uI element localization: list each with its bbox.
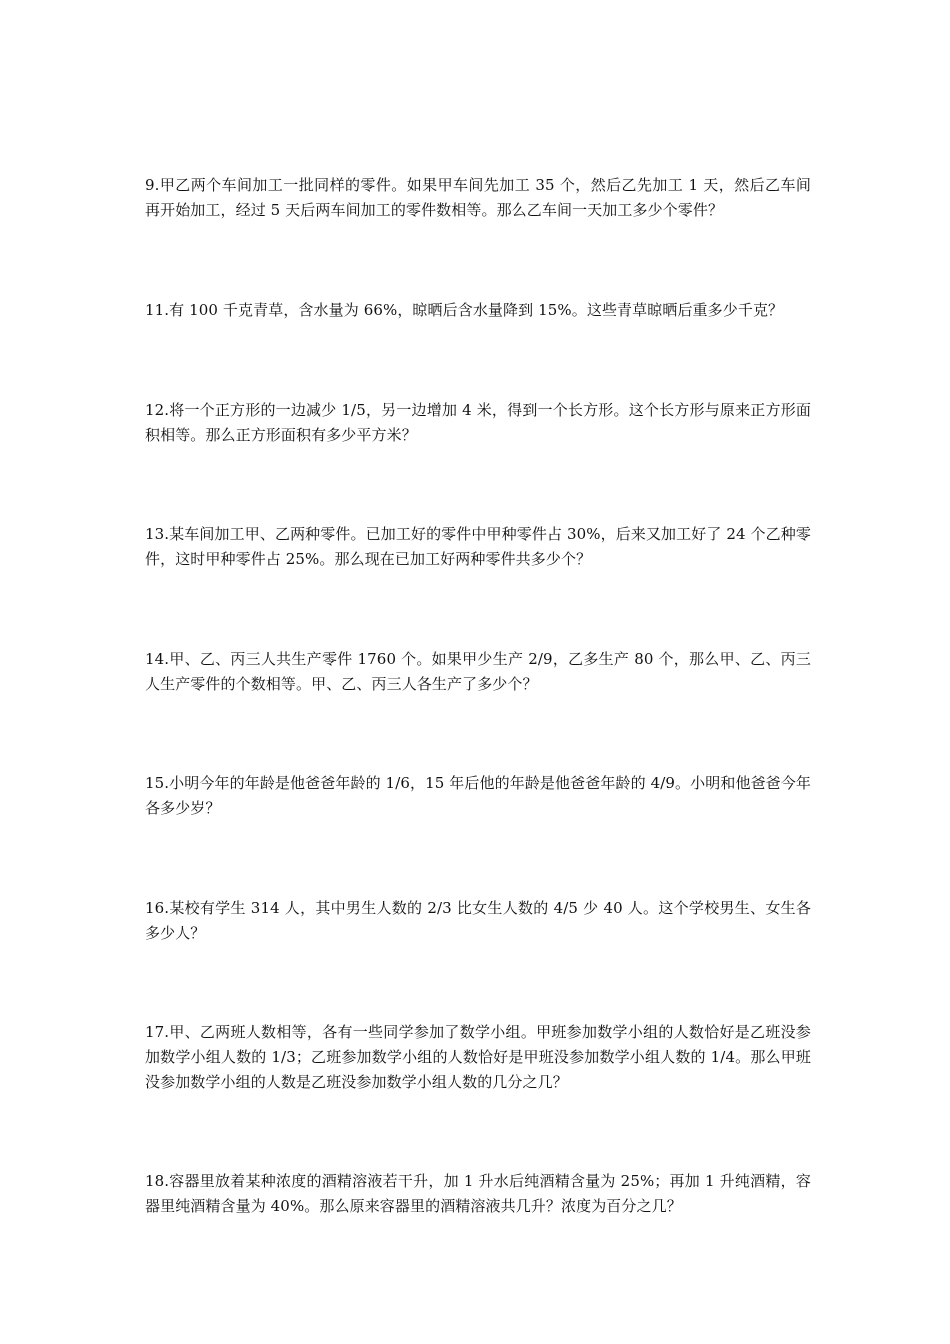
problem-12: 12.将一个正方形的一边减少 1/5，另一边增加 4 米，得到一个长方形。这个长方形与原来正方形面积相等。那么正方形面积有多少平方米？ — [145, 401, 811, 444]
problem-15: 15.小明今年的年龄是他爸爸年龄的 1/6，15 年后他的年龄是他爸爸年龄的 4/9。小明和他爸爸今年各多少岁？ — [145, 774, 811, 817]
problem-18: 18.容器里放着某种浓度的酒精溶液若干升，加 1 升水后纯酒精含量为 25%；再加 1 升纯酒精，容器里纯酒精含量为 40%。那么原来容器里的酒精溶液共几升？浓度为百分之几？ — [145, 1172, 811, 1215]
problem-17: 17.甲、乙两班人数相等，各有一些同学参加了数学小组。甲班参加数学小组的人数恰好是乙班没参加数学小组人数的 1/3；乙班参加数学小组的人数恰好是甲班没参加数学小组人数的 1/4。那么甲班没参加数学小组的人数是乙班没参加数学小组人数的几分之几？ — [145, 1023, 811, 1091]
problem-9: 9.甲乙两个车间加工一批同样的零件。如果甲车间先加工 35 个，然后乙先加工 1 天，然后乙车间再开始加工，经过 5 天后两车间加工的零件数相等。那么乙车间一天加工多少个零件？ — [145, 176, 811, 219]
problem-14: 14.甲、乙、丙三人共生产零件 1760 个。如果甲少生产 2/9，乙多生产 80 个，那么甲、乙、丙三人生产零件的个数相等。甲、乙、丙三人各生产了多少个？ — [145, 650, 811, 693]
problem-13: 13.某车间加工甲、乙两种零件。已加工好的零件中甲种零件占 30%，后来又加工好了 24 个乙种零件，这时甲种零件占 25%。那么现在已加工好两种零件共多少个？ — [145, 525, 811, 568]
problem-16: 16.某校有学生 314 人，其中男生人数的 2/3 比女生人数的 4/5 少 40 人。这个学校男生、女生各多少人？ — [145, 899, 811, 942]
problem-11: 11.有 100 千克青草，含水量为 66%，晾晒后含水量降到 15%。这些青草晾晒后重多少千克？ — [145, 301, 784, 319]
